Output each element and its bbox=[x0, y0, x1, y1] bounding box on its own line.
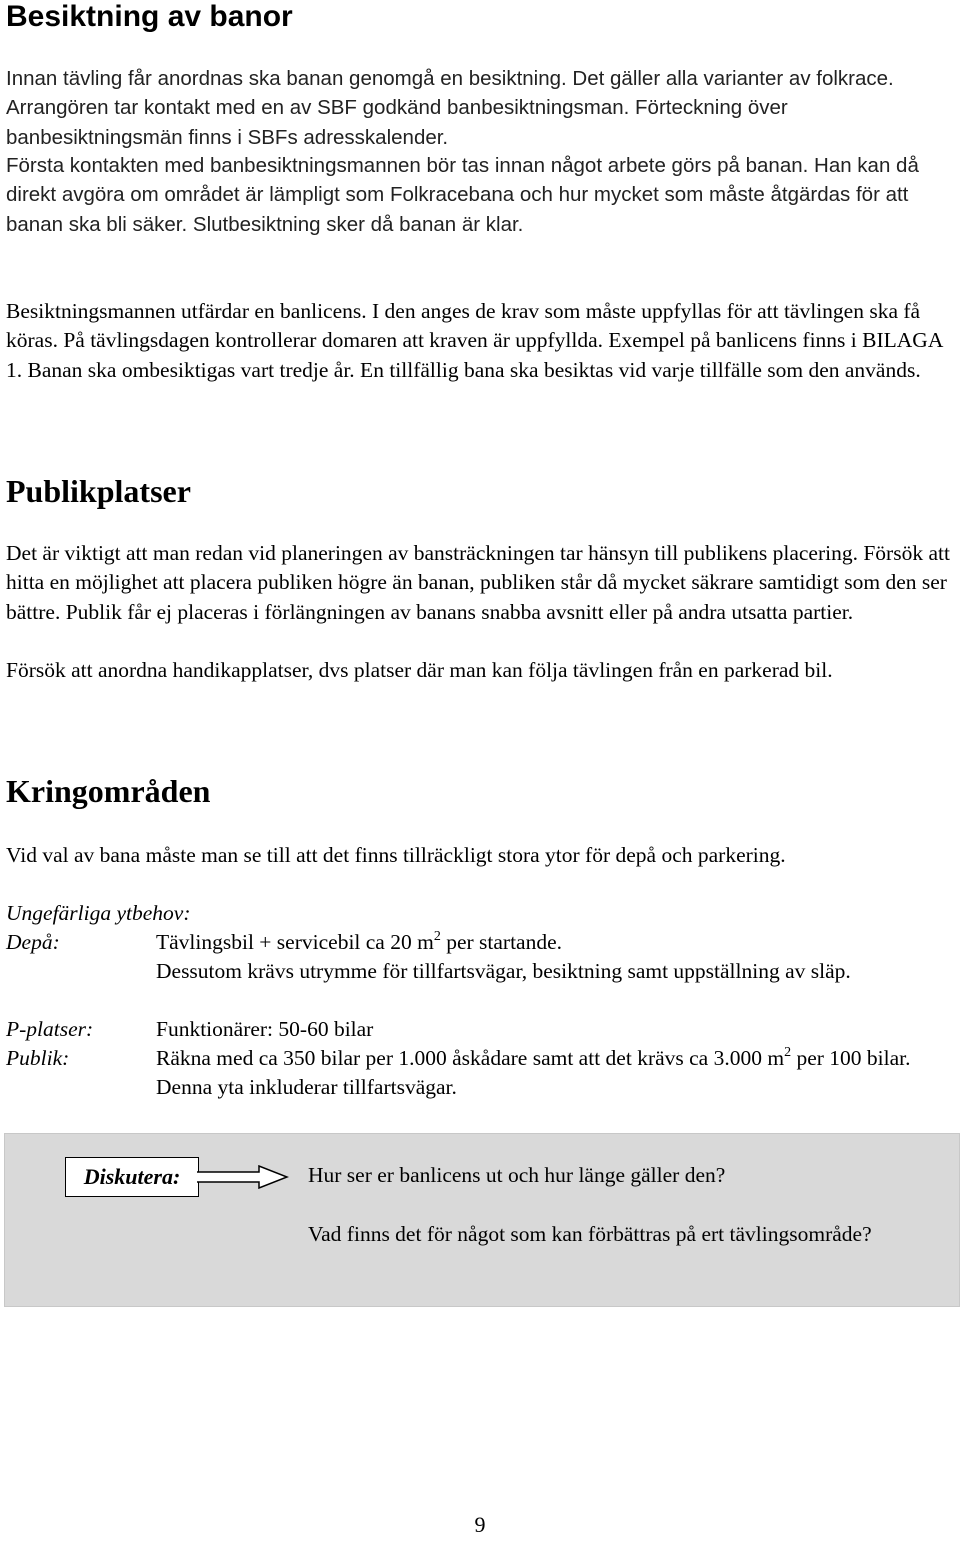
pplatser-label: P-platser: bbox=[6, 1017, 94, 1041]
kring-paragraph-1 bbox=[6, 841, 956, 870]
section-besiktning bbox=[6, 0, 956, 34]
depa-text-a: Tävlingsbil + servicebil ca 20 m bbox=[156, 930, 434, 954]
needs-row-pplatser bbox=[0, 1015, 960, 1045]
heading-besiktning: Besiktning av banor bbox=[6, 0, 293, 33]
besiktning-paragraph-3 bbox=[6, 297, 956, 385]
depa-value bbox=[156, 928, 956, 957]
heading-publikplatser: Publikplatser bbox=[6, 473, 191, 509]
section-publikplatser bbox=[6, 473, 956, 509]
depa-label: Depå: bbox=[6, 930, 60, 954]
publik-value bbox=[156, 1044, 956, 1103]
publik-text-b: per 100 bilar. Denna yta inkluderar tillfartsvägar. bbox=[156, 1046, 911, 1100]
publik-label: Publik: bbox=[6, 1046, 70, 1070]
pplatser-value: Funktionärer: 50-60 bilar bbox=[156, 1017, 374, 1041]
publik-paragraph-1 bbox=[6, 539, 956, 627]
publik-text-1: Det är viktigt att man redan vid planeringen av bansträckningen tar hänsyn till publikens placering. Försök att hitta en möjlighet att placera publiken högre än banan, publiken står då mycket säkrare samtidigt som den ser bättre. Publik får ej placeras i förlängningen av banans snabba avsnitt eller på andra utsatta partier. bbox=[6, 541, 950, 624]
section-kringomraden bbox=[6, 773, 956, 809]
needs-row-publik bbox=[0, 1044, 960, 1104]
needs-row-depa bbox=[0, 928, 960, 958]
depa-sup: 2 bbox=[433, 929, 441, 944]
depa-text-b: per startande. bbox=[440, 930, 563, 954]
needs-row-depa-2 bbox=[0, 957, 960, 1017]
besiktning-text-1: Innan tävling får anordnas ska banan genomgå en besiktning. Det gäller alla varianter av folkrace. Arrangören tar kontakt med en av SBF godkänd banbesiktningsman. Förteckning över banbesiktningsmän finns i SBFs adresskalender. bbox=[6, 67, 894, 149]
kring-text-1: Vid val av bana måste man se till att det finns tillräckligt stora ytor för depå och parkering. bbox=[6, 843, 786, 867]
publik-sup: 2 bbox=[784, 1045, 792, 1060]
discuss-question-2: Vad finns det för något som kan förbättras på ert tävlingsområde? bbox=[308, 1222, 872, 1246]
besiktning-paragraph-1 bbox=[6, 64, 956, 152]
needs-title bbox=[6, 899, 191, 928]
discuss-label: Diskutera: bbox=[65, 1157, 199, 1197]
publik-text-a: Räkna med ca 350 bilar per 1.000 åskådare samt att det krävs ca 3.000 m bbox=[156, 1046, 785, 1070]
discuss-question-1: Hur ser er banlicens ut och hur länge gäller den? bbox=[308, 1163, 726, 1187]
heading-kringomraden: Kringområden bbox=[6, 773, 211, 809]
discussion-box bbox=[4, 1133, 960, 1307]
page-number: 9 bbox=[474, 1512, 486, 1537]
arrow-right-icon bbox=[197, 1165, 289, 1189]
depa-text-2: Dessutom krävs utrymme för tillfartsvägar, besiktning samt uppställning av släp. bbox=[156, 959, 851, 983]
besiktning-text-3: Besiktningsmannen utfärdar en banlicens. I den anges de krav som måste uppfyllas för att tävlingen ska få köras. På tävlingsdagen kontrollerar domaren att kraven är uppfyllda. Exempel på banlicens finns i BILAGA 1. Banan ska ombesiktigas vart tredje år. En tillfällig bana ska besiktas vid varje tillfälle som den används. bbox=[6, 299, 943, 382]
publik-paragraph-2 bbox=[6, 656, 956, 685]
besiktning-paragraph-2 bbox=[6, 151, 956, 239]
publik-text-2: Försök att anordna handikapplatser, dvs platser där man kan följa tävlingen från en parkerad bil. bbox=[6, 658, 833, 682]
needs-title-text: Ungefärliga ytbehov: bbox=[6, 901, 191, 925]
besiktning-text-2: Första kontakten med banbesiktningsmannen bör tas innan något arbete görs på banan. Han kan då direkt avgöra om området är lämpligt som Folkracebana och hur mycket som måste åtgärdas för att banan ska bli säker. Slutbesiktning sker då banan är klar. bbox=[6, 154, 919, 236]
